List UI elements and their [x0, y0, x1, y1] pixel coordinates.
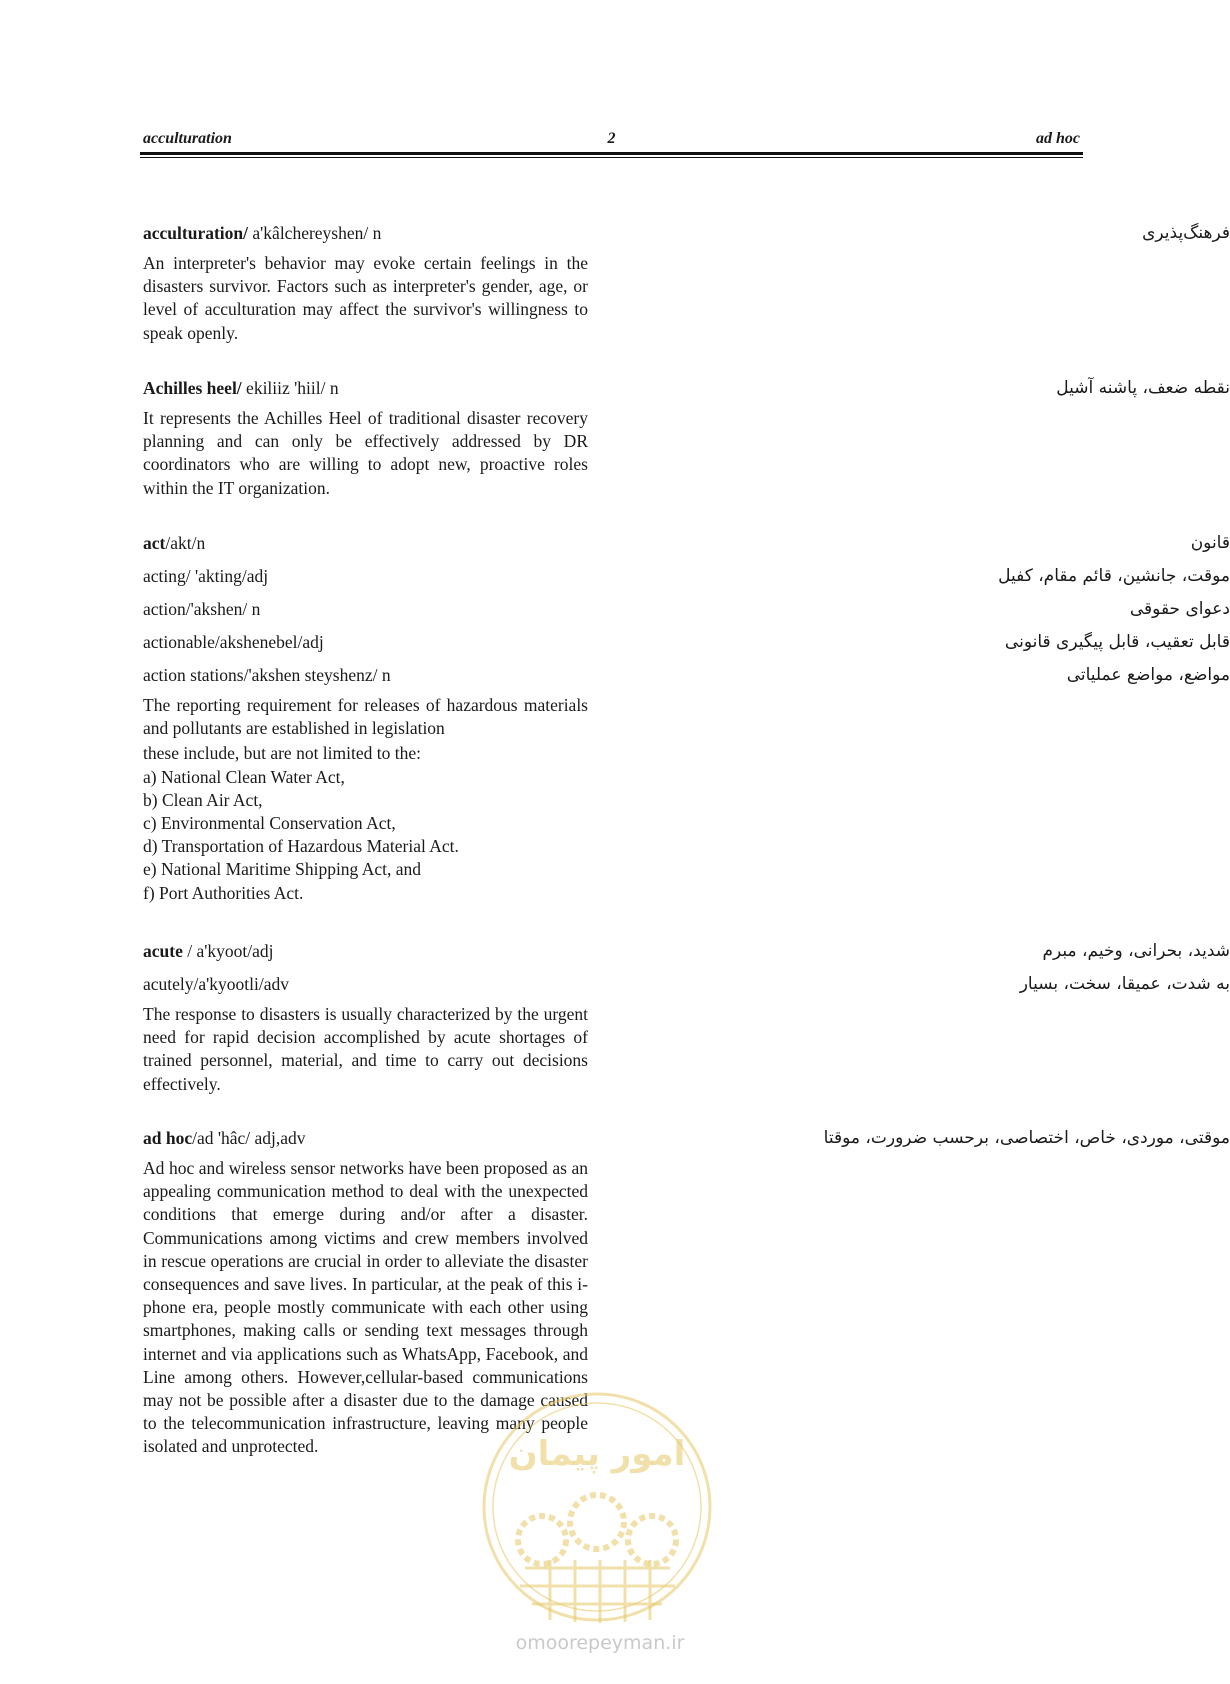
header-rule-thin [140, 157, 1083, 158]
entry-line [143, 935, 1230, 968]
header-left-term: acculturation [143, 130, 232, 147]
entry-achilles-heel [143, 372, 1230, 500]
headword: Achilles heel/ [143, 378, 242, 398]
list-item: b) Clean Air Act, [143, 789, 263, 810]
derived-word: action/'akshen/ n [143, 599, 261, 619]
example-list [143, 742, 588, 904]
pronunciation: / a'kyoot/adj [182, 941, 274, 961]
header-right-term: ad hoc [1036, 130, 1080, 147]
persian-translation: قابل تعقیب، قابل پیگیری قانونی [1004, 632, 1230, 652]
entry-act [143, 527, 1230, 905]
headword: ad hoc [143, 1128, 193, 1148]
list-item: d) Transportation of Hazardous Material Act. [143, 836, 459, 857]
watermark-logo-text: امور پیمان [508, 1434, 686, 1474]
entry-line [143, 372, 1230, 405]
persian-translation: موقتی، موردی، خاص، اختصاصی، برحسب ضرورت، موقتا [823, 1128, 1230, 1148]
header-rule-thick [140, 152, 1083, 155]
derived-word: acting/ 'akting/adj [143, 566, 269, 586]
entry-line [143, 217, 1230, 250]
persian-translation: موقت، جانشین، قائم مقام، کفیل [998, 566, 1230, 586]
watermark-seal-icon [480, 1390, 715, 1625]
example-paragraph: The reporting requirement for releases of hazardous materials and pollutants are established in legislation [143, 695, 588, 739]
entry-line [143, 626, 1230, 659]
persian-translation: دعوای حقوقی [1129, 599, 1230, 619]
running-header [140, 130, 1083, 150]
pronunciation: /ad 'hâc/ adj,adv [192, 1128, 306, 1148]
persian-translation: شدید، بحرانی، وخیم، مبرم [1042, 941, 1230, 961]
example-paragraph: It represents the Achilles Heel of traditional disaster recovery planning and can only be effectively addressed by DR coordinators who are willing to adopt new, proactive roles within the IT organization. [143, 408, 588, 498]
pronunciation: ekiliiz 'hiil/ n [241, 378, 339, 398]
persian-translation: به شدت، عمیقا، سخت، بسیار [1019, 974, 1230, 994]
list-item: these include, but are not limited to the: [143, 743, 421, 764]
persian-translation: مواضع، مواضع عملیاتی [1066, 665, 1230, 685]
headword: act [143, 533, 166, 553]
page-number: 2 [607, 130, 616, 147]
list-item: a) National Clean Water Act, [143, 766, 345, 787]
persian-translation: قانون [1190, 533, 1230, 553]
pronunciation: a'kâlchereyshen/ n [248, 223, 382, 243]
example-paragraph: Ad hoc and wireless sensor networks have been proposed as an appealing communication method to deal with the unexpected conditions that emerge during and/or after a disaster. Communications among victims and crew members involved in rescue operations are crucial in order to alleviate the disaster consequences and save lives. In particular, at the peak of this i-phone era, people mostly communicate with each other using smartphones, making calls or sending text messages through internet and via applications such as WhatsApp, Facebook, and Line among others. However,cellular-based communications may not be possible after a disaster due to the damage caused to the telecommunication infrastructure, leaving many people isolated and unprotected. [143, 1158, 588, 1457]
derived-word: actionable/akshenebel/adj [143, 632, 324, 652]
example-paragraph: The response to disasters is usually characterized by the urgent need for rapid decision accomplished by acute shortages of trained personnel, material, and time to carry out decisions effectively. [143, 1004, 588, 1094]
list-item: e) National Maritime Shipping Act, and [143, 859, 422, 880]
entry-line [143, 1122, 1230, 1155]
entry-acculturation [143, 217, 1230, 345]
headword: acute [143, 941, 183, 961]
entry-line [143, 593, 1230, 626]
entry-line [143, 968, 1230, 1001]
derived-word: action stations/'akshen steyshenz/ n [143, 665, 391, 685]
entry-acute [143, 935, 1230, 1096]
entry-line [143, 659, 1230, 692]
entry-line [143, 527, 1230, 560]
entry-line [143, 560, 1230, 593]
list-item: f) Port Authorities Act. [143, 882, 304, 903]
pronunciation: /akt/n [165, 533, 206, 553]
persian-translation: فرهنگ‌پذیری [1142, 223, 1230, 243]
example-paragraph: An interpreter's behavior may evoke certain feelings in the disasters survivor. Factors such as interpreter's gender, age, or level of acculturation may affect the survivor's willingness to speak openly. [143, 253, 588, 343]
persian-translation: نقطه ضعف، پاشنه آشیل [1056, 378, 1230, 398]
derived-word: acutely/a'kyootli/adv [143, 974, 290, 994]
watermark-site: omoorepeyman.ir [515, 1632, 685, 1654]
list-item: c) Environmental Conservation Act, [143, 813, 396, 834]
headword: acculturation/ [143, 223, 248, 243]
